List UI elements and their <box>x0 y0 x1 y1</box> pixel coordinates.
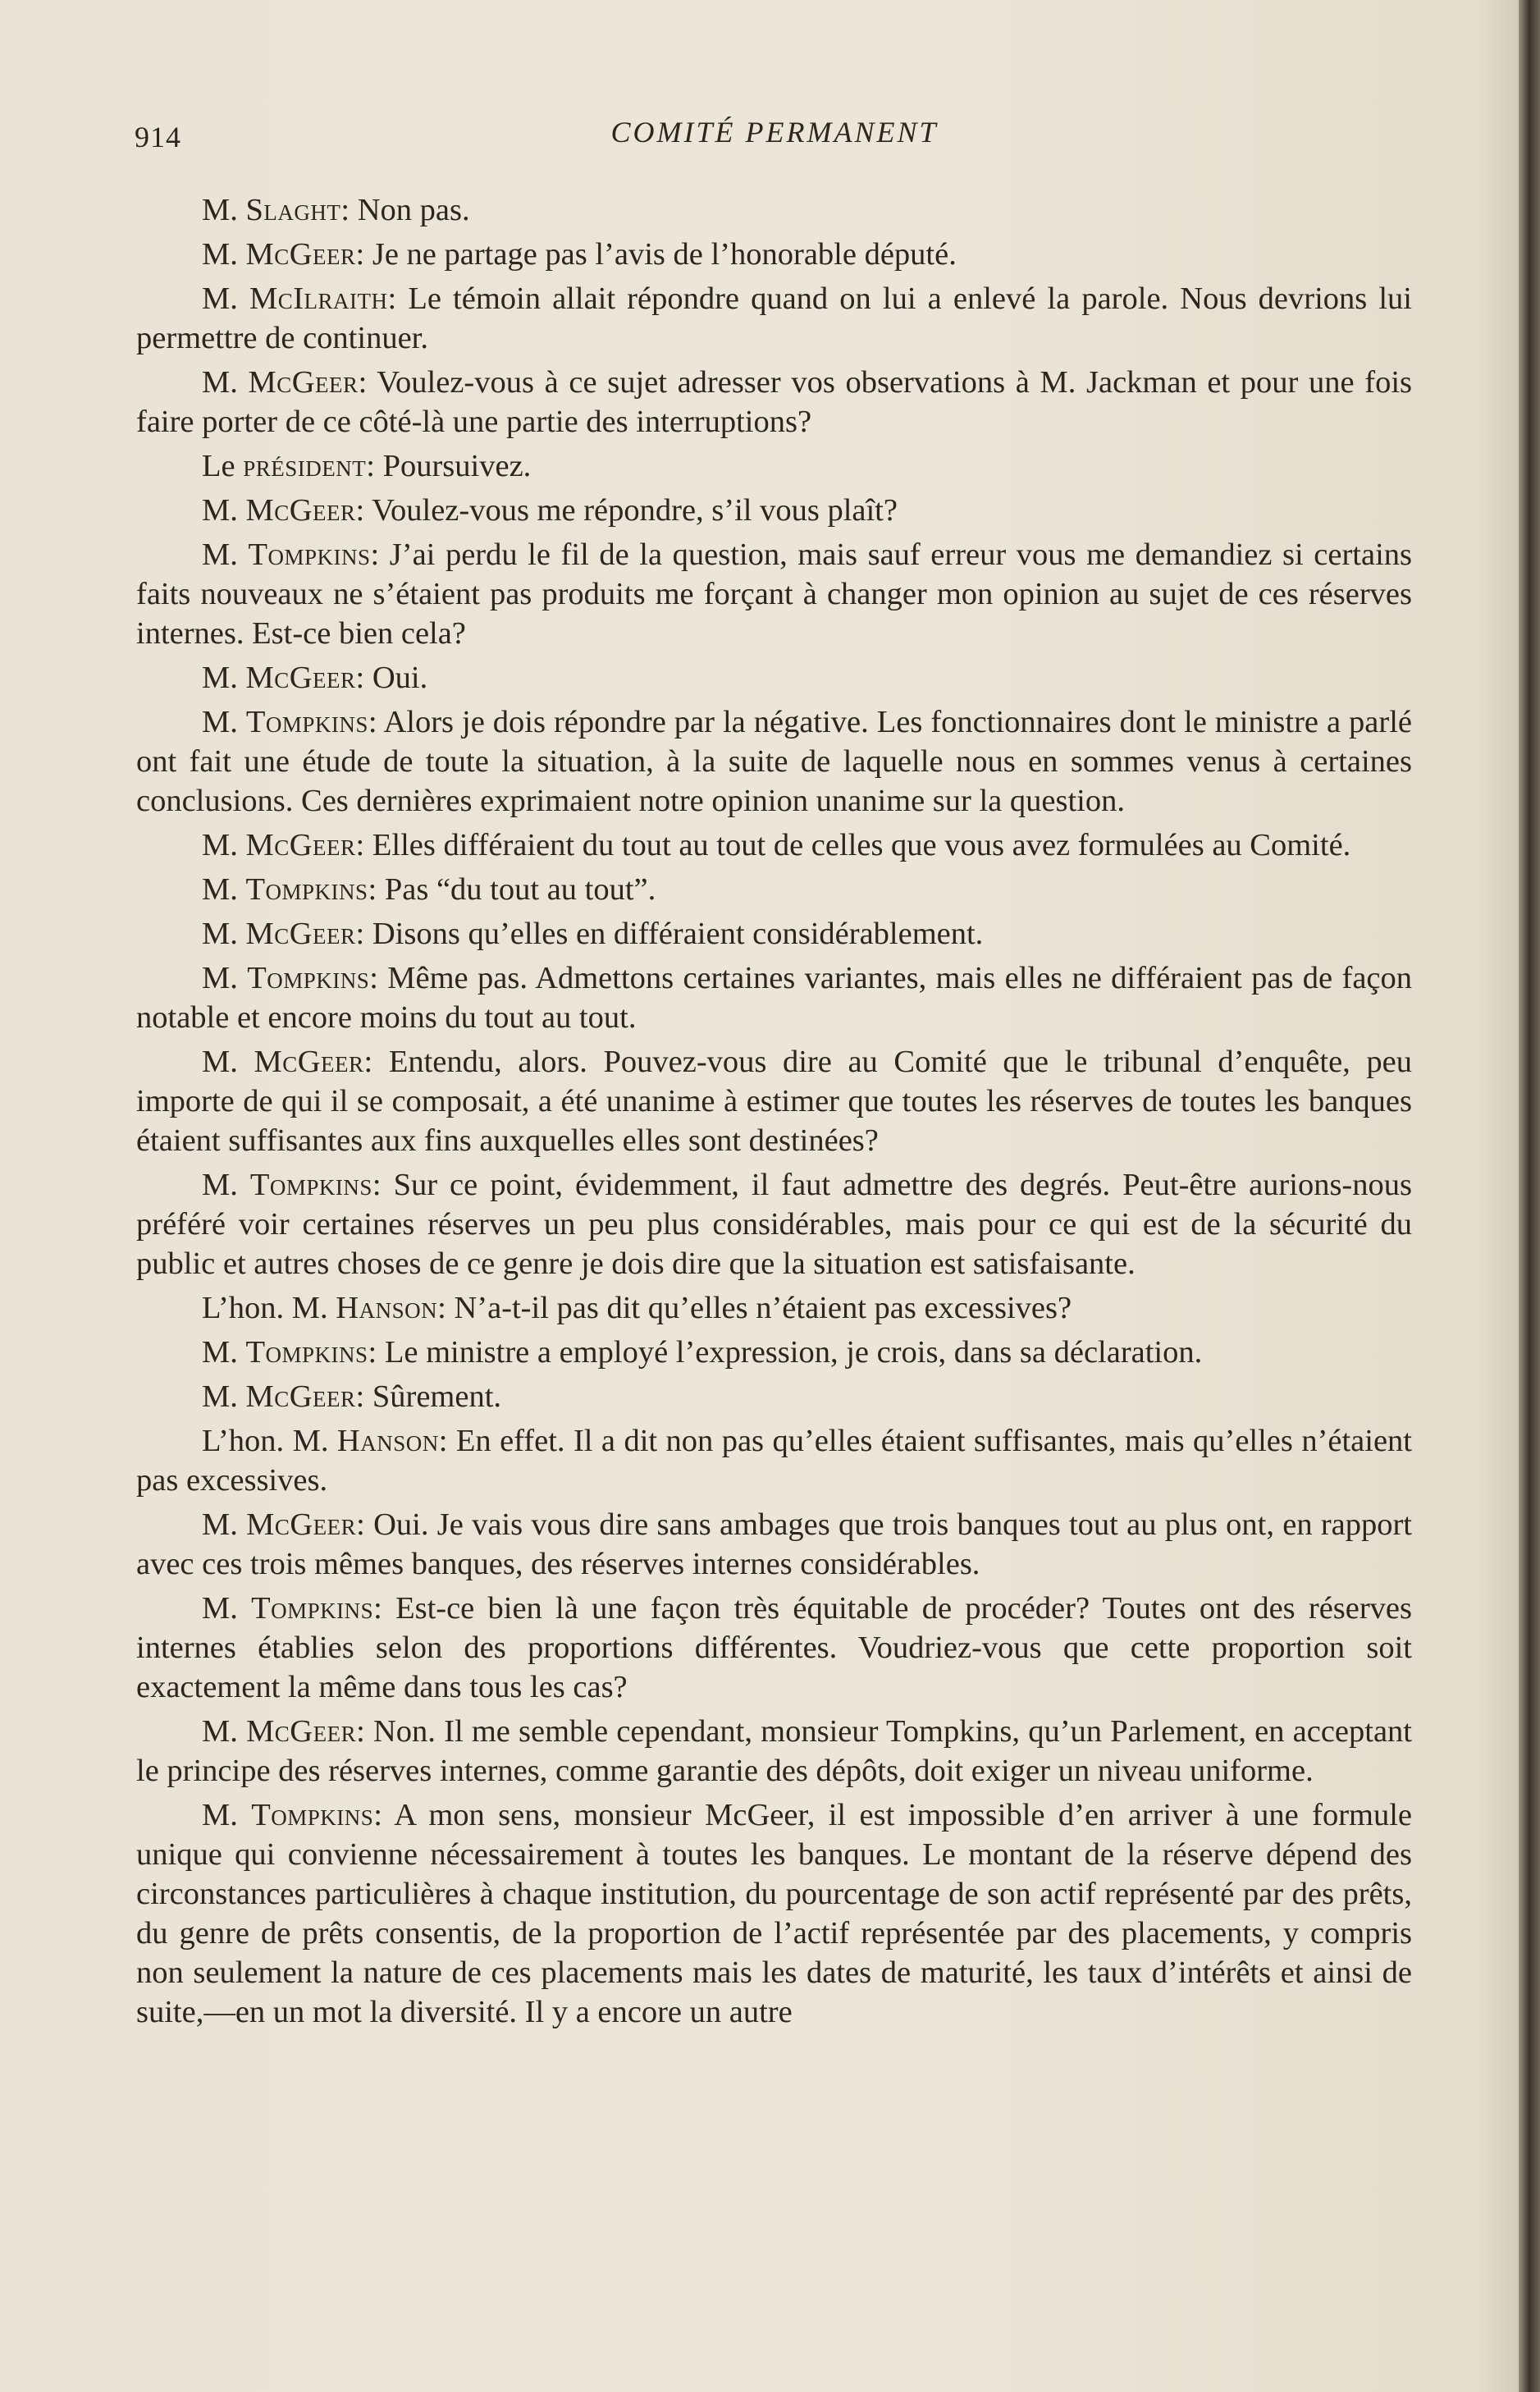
paragraph-text: : Sûrement. <box>355 1379 502 1414</box>
speaker-prefix: M. <box>202 281 249 316</box>
paragraph-text: : Non. Il me semble cependant, monsieur Tompkins, qu’un Parlement, en acceptant le principe des réserves internes, comme garantie des dépôts, doit exiger un niveau uniforme. <box>136 1714 1413 1788</box>
page-number: 914 <box>135 121 181 153</box>
speaker-prefix: M. <box>202 193 246 227</box>
paragraph-text: : Le ministre a employé l’expression, je crois, dans sa déclaration. <box>368 1335 1203 1370</box>
paragraph-text: : Oui. Je vais vous dire sans ambages que trois banques tout au plus ont, en rapport avec ces trois mêmes banques, des réserves internes considérables. <box>136 1507 1413 1581</box>
book-binding-edge <box>1519 0 1540 2392</box>
speaker-prefix: M. <box>202 1591 252 1626</box>
speaker-prefix: M. <box>202 661 246 695</box>
speaker-prefix: M. <box>202 1379 246 1414</box>
paragraph <box>136 702 1412 821</box>
speaker-name: McGeer <box>245 493 356 528</box>
paragraph <box>136 363 1412 441</box>
paragraph <box>136 1795 1412 2032</box>
paragraph <box>136 491 1412 530</box>
paragraph <box>136 1505 1412 1584</box>
paragraph <box>136 870 1412 909</box>
paragraph-text: : Je ne partage pas l’avis de l’honorable député. <box>355 237 957 272</box>
paragraph <box>136 958 1412 1037</box>
speaker-name: Tompkins <box>251 1798 374 1832</box>
speaker-prefix: Le <box>202 449 244 483</box>
paragraph <box>136 1333 1412 1372</box>
paragraph <box>136 1288 1412 1328</box>
paragraph <box>136 279 1412 358</box>
paragraph-text: : A mon sens, monsieur McGeer, il est impossible d’en arriver à une formule unique qui convienne nécessairement à toutes les banques. Le montant de la réserve dépend des circonstances particulières à chaque institution, du pourcentage de son actif représenté par des prêts, du genre de prêts consentis, de la proportion de l’actif représentée par des placements, y compris non seulement la nature de ces placements mais les dates de maturité, les taux d’intérêts et ainsi de suite,—en un mot la diversité. Il y a encore un autre <box>136 1798 1412 2029</box>
speaker-prefix: L’hon. M. <box>202 1291 336 1325</box>
speaker-prefix: M. <box>202 1507 247 1542</box>
speaker-name: McIlraith <box>249 281 388 316</box>
paragraph <box>136 914 1412 954</box>
paragraph-text: : Voulez-vous me répondre, s’il vous plaît? <box>355 493 898 528</box>
speaker-name: Slaght <box>245 193 341 227</box>
paragraph-text: : Le témoin allait répondre quand on lui a enlevé la parole. Nous devrions lui permettre de continuer. <box>136 281 1413 355</box>
paragraph-text: : N’a-t-il pas dit qu’elles n’étaient pas excessives? <box>437 1291 1072 1325</box>
speaker-name: McGeer <box>248 365 359 400</box>
paragraph-text: : Voulez-vous à ce sujet adresser vos observations à M. Jackman et pour une fois faire porter de ce côté-là une partie des interruptions? <box>136 365 1412 439</box>
paragraph <box>136 826 1412 865</box>
paragraph <box>136 1421 1412 1500</box>
paragraph-text: : Poursuivez. <box>366 449 532 483</box>
page-header <box>135 115 1414 156</box>
speaker-name: McGeer <box>254 1045 364 1079</box>
paragraph <box>136 190 1412 230</box>
paragraph-text: : Entendu, alors. Pouvez-vous dire au Comité que le tribunal d’enquête, peu importe de qui il se composait, a été unanime à estimer que toutes les réserves de toutes les banques étaient suffisantes aux fins auxquelles elles sont destinées? <box>136 1045 1412 1158</box>
paragraph <box>136 1589 1412 1707</box>
paragraph-text: : Elles différaient du tout au tout de celles que vous avez formulées au Comité. <box>355 828 1351 862</box>
speaker-prefix: M. <box>202 1798 252 1832</box>
paragraph <box>136 1377 1412 1416</box>
speaker-prefix: M. <box>202 1045 254 1079</box>
paragraph <box>136 1165 1412 1283</box>
speaker-name: McGeer <box>245 1379 356 1414</box>
paragraph-text: : Oui. <box>355 661 428 695</box>
speaker-name: Tompkins <box>245 872 368 907</box>
speaker-prefix: M. <box>202 1335 246 1370</box>
speaker-name: Tompkins <box>249 1168 372 1202</box>
paragraph <box>136 446 1412 486</box>
paragraph-text: : Alors je dois répondre par la négative. Les fonctionnaires dont le ministre a parlé ont fait une étude de toute la situation, à la suite de laquelle nous en sommes venus à certaines conclusions. Ces dernières exprimaient notre opinion unanime sur la question. <box>136 705 1413 818</box>
speaker-name: Hanson <box>336 1291 438 1325</box>
speaker-prefix: M. <box>202 1714 247 1749</box>
paragraph-text: : J’ai perdu le fil de la question, mais sauf erreur vous me demandiez si certains faits nouveaux ne s’étaient pas produits me forçant à changer mon opinion au sujet de ces réserves internes. Est-ce bien cela? <box>136 537 1413 651</box>
transcript-body <box>136 190 1412 2037</box>
paragraph-text: : Pas “du tout au tout”. <box>368 872 656 907</box>
speaker-prefix: M. <box>202 537 249 572</box>
speaker-name: McGeer <box>245 828 356 862</box>
speaker-name: Tompkins <box>248 537 371 572</box>
speaker-name: McGeer <box>246 1507 357 1542</box>
paragraph <box>136 1042 1412 1160</box>
speaker-name: Tompkins <box>245 1335 368 1370</box>
speaker-name: McGeer <box>245 661 356 695</box>
running-title: COMITÉ PERMANENT <box>610 116 939 149</box>
speaker-name: Tompkins <box>245 705 368 739</box>
speaker-prefix: M. <box>202 1168 250 1202</box>
speaker-prefix: M. <box>202 828 246 862</box>
paragraph-text: : Sur ce point, évidemment, il faut admettre des degrés. Peut-être aurions-nous préféré voir certaines réserves un peu plus considérables, mais pour ce qui est de la sécurité du public et autres choses de ce genre je dois dire que la situation est satisfaisante. <box>136 1168 1412 1281</box>
speaker-prefix: M. <box>202 917 246 951</box>
paragraph-text: : En effet. Il a dit non pas qu’elles étaient suffisantes, mais qu’elles n’étaient pas excessives. <box>136 1424 1412 1498</box>
speaker-prefix: L’hon. M. <box>202 1424 337 1458</box>
speaker-name: Tompkins <box>247 961 370 995</box>
speaker-prefix: M. <box>202 493 246 528</box>
paragraph <box>136 658 1412 697</box>
speaker-name: Hanson <box>336 1424 439 1458</box>
paragraph <box>136 535 1412 653</box>
paragraph-text: : Disons qu’elles en différaient considérablement. <box>355 917 984 951</box>
speaker-prefix: M. <box>202 237 246 272</box>
speaker-prefix: M. <box>202 872 246 907</box>
speaker-prefix: M. <box>202 961 248 995</box>
speaker-name: McGeer <box>245 237 356 272</box>
speaker-prefix: M. <box>202 365 249 400</box>
paragraph <box>136 235 1412 274</box>
paragraph-text: : Non pas. <box>340 193 470 227</box>
paragraph-text: : Même pas. Admettons certaines variantes, mais elles ne différaient pas de façon notable et encore moins du tout au tout. <box>136 961 1412 1035</box>
speaker-prefix: M. <box>202 705 246 739</box>
paragraph <box>136 1712 1412 1791</box>
paragraph-text: : Est-ce bien là une façon très équitable de procéder? Toutes ont des réserves internes établies selon des proportions différentes. Voudriez-vous que cette proportion soit exactement la même dans tous les cas? <box>136 1591 1413 1704</box>
speaker-name: Tompkins <box>251 1591 374 1626</box>
speaker-name: président <box>243 449 367 483</box>
speaker-name: McGeer <box>246 1714 357 1749</box>
speaker-name: McGeer <box>245 917 356 951</box>
